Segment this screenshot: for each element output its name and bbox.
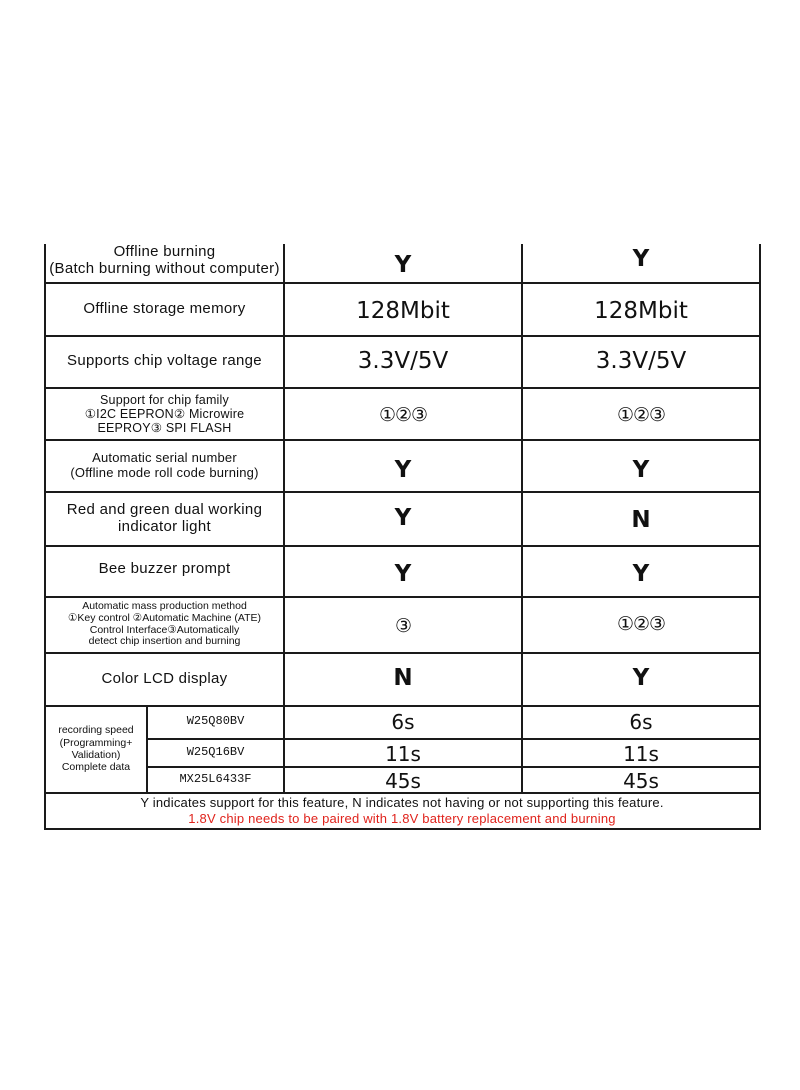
feature-label: Support for chip family ①I2C EEPRON② Microwire EEPROY③ SPI FLASH xyxy=(84,392,245,435)
value-cell: 128Mbit xyxy=(594,298,688,325)
value-cell: 3.3V/5V xyxy=(595,347,687,374)
speed-value: 11s xyxy=(623,741,659,766)
speed-value: 6s xyxy=(629,709,653,734)
feature-label: Offline storage memory xyxy=(83,299,246,317)
value-cell: Y xyxy=(394,457,412,484)
value-cell: Y xyxy=(394,252,412,279)
value-cell: N xyxy=(631,506,651,533)
value-cell: Y xyxy=(632,246,650,273)
feature-label: Bee buzzer prompt xyxy=(98,559,231,577)
legend-note: Y indicates support for this feature, N indicates not having or not supporting this feature. xyxy=(140,795,664,810)
feature-label: Supports chip voltage range xyxy=(67,352,262,370)
value-cell: Y xyxy=(394,504,412,531)
value-cell: 128Mbit xyxy=(356,298,450,325)
table-bottom-border xyxy=(44,828,760,830)
speed-value: 45s xyxy=(385,768,421,793)
speed-value: 6s xyxy=(391,709,415,734)
warning-note: 1.8V chip needs to be paired with 1.8V battery replacement and burning xyxy=(188,811,616,826)
feature-label: Automatic mass production method ①Key control ②Automatic Machine (ATE) Control Interface③Automatically detect chip insertion and burning xyxy=(67,600,262,648)
value-cell: ①②③ xyxy=(616,404,666,427)
value-cell: Y xyxy=(632,665,650,692)
value-cell: ③ xyxy=(394,615,412,638)
recording-speed-label: recording speed (Programming+ Validation) Complete data xyxy=(58,724,134,774)
value-cell: Y xyxy=(632,457,650,484)
chip-model: W25Q80BV xyxy=(186,714,245,729)
value-cell: ①②③ xyxy=(616,612,666,635)
feature-label: Color LCD display xyxy=(101,669,228,687)
value-cell: ①②③ xyxy=(378,404,428,427)
value-cell: N xyxy=(393,665,413,692)
feature-label: Offline burning (Batch burning without computer) xyxy=(49,244,280,278)
chip-model: W25Q16BV xyxy=(186,744,245,759)
value-cell: 3.3V/5V xyxy=(357,347,449,374)
value-cell: Y xyxy=(394,561,412,588)
table-right-border xyxy=(759,244,761,830)
chip-model: MX25L6433F xyxy=(179,771,252,786)
speed-value: 11s xyxy=(385,741,421,766)
value-cell: Y xyxy=(632,561,650,588)
speed-value: 45s xyxy=(623,768,659,793)
feature-label: Red and green dual working indicator light xyxy=(66,500,263,535)
feature-label: Automatic serial number (Offline mode roll code burning) xyxy=(70,449,259,480)
